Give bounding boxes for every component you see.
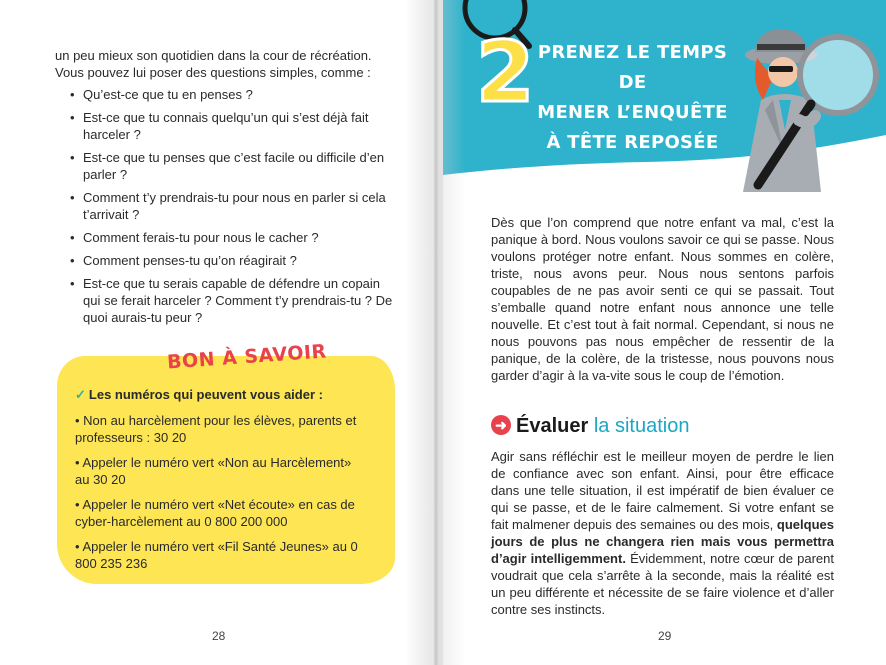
list-item: • Est-ce que tu connais quelqu’un qui s’est déjà fait harceler ? [70, 109, 397, 143]
question-list [70, 86, 397, 332]
chapter-banner [443, 0, 886, 175]
page-number-left: 28 [212, 629, 226, 643]
tip-title: BON À SAVOIR [166, 340, 328, 374]
tip-box [57, 356, 395, 584]
list-item: • Est-ce que tu serais capable de défendre un copain qui se ferait harceler ? Comment t’y prendrais-tu ? De quoi aurais-tu peur ? [70, 275, 397, 326]
body-paragraph: Dès que l’on comprend que notre enfant va mal, c’est la panique à bord. Nous voulons savoir ce qui se passe. Nous voulons protéger notre enfant. Nous sommes en colère, triste, nous avons peur. Nous nous sentons parfois coupables de ne pas avoir senti ce qui se passait. Tout s’emballe quand notre enfant nous annonce une telle nouvelle. Et c’est tout à fait normal. Cependant, si nous ne nous pouvons pas nous empêcher de ressentir de la panique, de la colère, de la tristesse, nous pouvons nous garder d’agir à la va-vite sous le coup de l’émotion. [491, 215, 834, 383]
body-paragraph [491, 448, 834, 618]
right-page [443, 0, 886, 665]
list-item: • Qu’est-ce que tu en penses ? [70, 86, 397, 103]
tip-item: • Appeler le numéro vert «Fil Santé Jeunes» au 0 800 235 236 [75, 539, 358, 571]
section-heading-rest: la situation [593, 415, 690, 437]
chapter-number: 2 [476, 23, 535, 121]
tip-heading-text: Les numéros qui peuvent vous aider : [88, 387, 323, 402]
list-item: • Est-ce que tu penses que c’est facile ou difficile d’en parler ? [70, 149, 397, 183]
tip-item: • Appeler le numéro vert «Net écoute» en cas de cyber-harcèlement au 0 800 200 000 [75, 497, 355, 529]
detective-illustration [743, 29, 876, 192]
chapter-title [525, 38, 740, 158]
paragraph-text: Agir sans réfléchir est le meilleur moyen de perdre le lien de confiance avec son enfant. Ainsi, pour être efficace dans une telle situation, il est impératif de bien évaluer ce qui se passe, et de le faire calmement. Si votre enfant se fait malmener depuis des semaines ou des mois, [491, 449, 834, 532]
checkmark-icon: ✓ [75, 387, 86, 402]
list-item: • Comment penses-tu qu’on réagirait ? [70, 252, 397, 269]
list-item: • Comment ferais-tu pour nous le cacher ? [70, 229, 397, 246]
section-heading-bold: Évaluer [516, 415, 589, 437]
arrow-right-icon: ➜ [491, 415, 511, 435]
tip-heading [75, 386, 369, 403]
tip-item: • Appeler le numéro vert «Non au Harcèlement» au 30 20 [75, 455, 352, 487]
chapter-title-line: MENER L’ENQUÊTE [537, 102, 728, 123]
tip-item: • Non au harcèlement pour les élèves, parents et professeurs : 30 20 [75, 413, 357, 445]
paragraph-emphasis: quelques jours de plus ne changera rien mais vous permettra d’agir intelligemment. [491, 517, 834, 566]
left-page [0, 0, 436, 665]
chapter-title-line: À TÊTE REPOSÉE [546, 132, 719, 153]
intro-paragraph: un peu mieux son quotidien dans la cour de récréation. Vous pouvez lui poser des questions simples, comme : [55, 48, 372, 80]
section-heading [491, 414, 689, 438]
list-item: • Comment t’y prendrais-tu pour nous en parler si cela t’arrivait ? [70, 189, 397, 223]
paragraph-text: Évidemment, notre cœur de parent voudrait que cela s’arrête à la seconde, mais la réalité est un peu différente et nécessite de se faire violence et d’aller contre ses instincts. [491, 551, 834, 617]
page-number-right: 29 [658, 629, 672, 643]
chapter-title-line: PRENEZ LE TEMPS DE [537, 42, 728, 93]
